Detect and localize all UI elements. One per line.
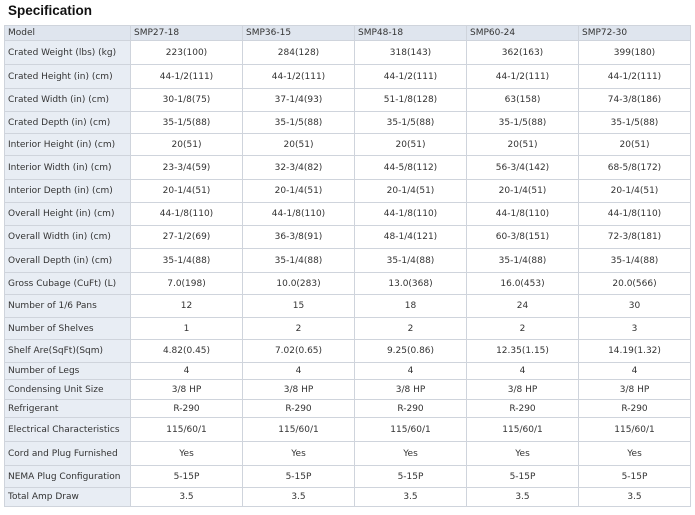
table-row (5, 273, 691, 295)
table-cell: 5-15P (355, 466, 467, 488)
table-cell: 44-1/2(111) (355, 65, 467, 89)
table-row (5, 363, 691, 380)
row-label: Gross Cubage (CuFt) (L) (5, 273, 131, 295)
table-cell: Yes (355, 442, 467, 466)
table-cell: 20-1/4(51) (579, 180, 691, 203)
row-label: Interior Width (in) (cm) (5, 156, 131, 180)
table-row (5, 180, 691, 203)
table-row (5, 380, 691, 400)
table-cell: R-290 (579, 400, 691, 418)
table-cell: 20.0(566) (579, 273, 691, 295)
table-row (5, 488, 691, 507)
column-header-model: Model (5, 26, 131, 41)
table-row (5, 156, 691, 180)
table-cell: 35-1/5(88) (467, 112, 579, 134)
table-cell: 44-1/8(110) (355, 203, 467, 226)
table-cell: 5-15P (579, 466, 691, 488)
table-cell: 318(143) (355, 41, 467, 65)
table-cell: 27-1/2(69) (131, 226, 243, 249)
table-cell: 16.0(453) (467, 273, 579, 295)
table-cell: 30-1/8(75) (131, 89, 243, 112)
column-header-smp60-24: SMP60-24 (467, 26, 579, 41)
table-cell: 48-1/4(121) (355, 226, 467, 249)
table-cell: 3.5 (467, 488, 579, 507)
table-cell: 5-15P (131, 466, 243, 488)
table-cell: 44-1/8(110) (243, 203, 355, 226)
table-cell: R-290 (355, 400, 467, 418)
table-cell: 44-1/8(110) (467, 203, 579, 226)
table-cell: 13.0(368) (355, 273, 467, 295)
table-cell: 44-1/2(111) (131, 65, 243, 89)
table-cell: 35-1/4(88) (579, 249, 691, 273)
column-header-smp27-18: SMP27-18 (131, 26, 243, 41)
table-cell: 5-15P (243, 466, 355, 488)
table-cell: 223(100) (131, 41, 243, 65)
table-row (5, 89, 691, 112)
table-cell: 20-1/4(51) (355, 180, 467, 203)
table-row (5, 249, 691, 273)
table-cell: 10.0(283) (243, 273, 355, 295)
row-label: Number of Legs (5, 363, 131, 380)
table-cell: 20(51) (579, 134, 691, 156)
table-cell: 60-3/8(151) (467, 226, 579, 249)
table-cell: Yes (467, 442, 579, 466)
table-cell: 3 (579, 318, 691, 340)
table-cell: 20(51) (243, 134, 355, 156)
table-cell: 4 (243, 363, 355, 380)
row-label: Cord and Plug Furnished (5, 442, 131, 466)
table-cell: 51-1/8(128) (355, 89, 467, 112)
table-cell: 63(158) (467, 89, 579, 112)
table-cell: 115/60/1 (467, 418, 579, 442)
table-cell: 1 (131, 318, 243, 340)
row-label: Condensing Unit Size (5, 380, 131, 400)
table-cell: 44-1/8(110) (131, 203, 243, 226)
table-cell: R-290 (467, 400, 579, 418)
table-cell: 24 (467, 295, 579, 318)
table-cell: 3/8 HP (355, 380, 467, 400)
row-label: Crated Height (in) (cm) (5, 65, 131, 89)
table-row (5, 203, 691, 226)
page-title: Specification (8, 3, 93, 18)
row-label: NEMA Plug Configuration (5, 466, 131, 488)
table-row (5, 318, 691, 340)
table-cell: 5-15P (467, 466, 579, 488)
table-cell: 12.35(1.15) (467, 340, 579, 363)
table-cell: 36-3/8(91) (243, 226, 355, 249)
table-cell: 3/8 HP (131, 380, 243, 400)
table-cell: 35-1/5(88) (131, 112, 243, 134)
table-cell: 44-1/2(111) (243, 65, 355, 89)
table-cell: 115/60/1 (579, 418, 691, 442)
table-row (5, 112, 691, 134)
row-label: Refrigerant (5, 400, 131, 418)
table-cell: 4 (467, 363, 579, 380)
table-cell: 18 (355, 295, 467, 318)
table-cell: 35-1/4(88) (355, 249, 467, 273)
row-label: Number of 1/6 Pans (5, 295, 131, 318)
row-label: Crated Weight (lbs) (kg) (5, 41, 131, 65)
table-cell: 35-1/4(88) (467, 249, 579, 273)
row-label: Overall Width (in) (cm) (5, 226, 131, 249)
table-cell: 44-5/8(112) (355, 156, 467, 180)
table-row (5, 295, 691, 318)
table-cell: 3.5 (131, 488, 243, 507)
table-cell: 72-3/8(181) (579, 226, 691, 249)
table-row (5, 41, 691, 65)
table-cell: 2 (467, 318, 579, 340)
row-label: Shelf Are(SqFt)(Sqm) (5, 340, 131, 363)
row-label: Crated Width (in) (cm) (5, 89, 131, 112)
table-cell: 23-3/4(59) (131, 156, 243, 180)
row-label: Overall Height (in) (cm) (5, 203, 131, 226)
table-cell: 399(180) (579, 41, 691, 65)
table-cell: 115/60/1 (355, 418, 467, 442)
table-row (5, 134, 691, 156)
row-label: Total Amp Draw (5, 488, 131, 507)
table-cell: 32-3/4(82) (243, 156, 355, 180)
table-cell: 74-3/8(186) (579, 89, 691, 112)
table-cell: 7.02(0.65) (243, 340, 355, 363)
table-cell: 44-1/2(111) (467, 65, 579, 89)
table-cell: 4.82(0.45) (131, 340, 243, 363)
table-cell: 14.19(1.32) (579, 340, 691, 363)
table-cell: R-290 (243, 400, 355, 418)
table-cell: 35-1/4(88) (243, 249, 355, 273)
table-cell: 20-1/4(51) (131, 180, 243, 203)
table-row (5, 65, 691, 89)
table-row (5, 400, 691, 418)
table-cell: 20(51) (131, 134, 243, 156)
table-cell: 37-1/4(93) (243, 89, 355, 112)
table-cell: 44-1/2(111) (579, 65, 691, 89)
table-cell: 4 (579, 363, 691, 380)
table-cell: Yes (243, 442, 355, 466)
table-cell: 20-1/4(51) (243, 180, 355, 203)
table-cell: 12 (131, 295, 243, 318)
table-cell: 362(163) (467, 41, 579, 65)
table-cell: 35-1/5(88) (243, 112, 355, 134)
table-cell: 3.5 (243, 488, 355, 507)
table-row (5, 466, 691, 488)
table-cell: 3/8 HP (243, 380, 355, 400)
row-label: Overall Depth (in) (cm) (5, 249, 131, 273)
table-cell: 4 (355, 363, 467, 380)
table-cell: 20-1/4(51) (467, 180, 579, 203)
row-label: Interior Depth (in) (cm) (5, 180, 131, 203)
table-header-row (5, 26, 691, 41)
table-cell: 35-1/5(88) (355, 112, 467, 134)
table-cell: 9.25(0.86) (355, 340, 467, 363)
table-cell: Yes (579, 442, 691, 466)
table-cell: 2 (355, 318, 467, 340)
table-cell: 56-3/4(142) (467, 156, 579, 180)
table-cell: 3/8 HP (579, 380, 691, 400)
table-cell: 284(128) (243, 41, 355, 65)
column-header-smp72-30: SMP72-30 (579, 26, 691, 41)
specification-table (4, 25, 691, 507)
table-row (5, 226, 691, 249)
table-cell: 20(51) (355, 134, 467, 156)
table-cell: 35-1/4(88) (131, 249, 243, 273)
table-cell: Yes (131, 442, 243, 466)
table-cell: 68-5/8(172) (579, 156, 691, 180)
table-cell: 3.5 (579, 488, 691, 507)
table-cell: 115/60/1 (131, 418, 243, 442)
row-label: Crated Depth (in) (cm) (5, 112, 131, 134)
table-cell: 15 (243, 295, 355, 318)
table-cell: 44-1/8(110) (579, 203, 691, 226)
table-cell: 20(51) (467, 134, 579, 156)
table-cell: 4 (131, 363, 243, 380)
row-label: Number of Shelves (5, 318, 131, 340)
row-label: Electrical Characteristics (5, 418, 131, 442)
table-cell: 115/60/1 (243, 418, 355, 442)
table-cell: R-290 (131, 400, 243, 418)
table-row (5, 340, 691, 363)
table-cell: 2 (243, 318, 355, 340)
table-row (5, 442, 691, 466)
column-header-smp48-18: SMP48-18 (355, 26, 467, 41)
table-body (5, 41, 691, 507)
table-cell: 30 (579, 295, 691, 318)
table-cell: 35-1/5(88) (579, 112, 691, 134)
row-label: Interior Height (in) (cm) (5, 134, 131, 156)
table-row (5, 418, 691, 442)
table-cell: 3.5 (355, 488, 467, 507)
column-header-smp36-15: SMP36-15 (243, 26, 355, 41)
table-cell: 3/8 HP (467, 380, 579, 400)
table-cell: 7.0(198) (131, 273, 243, 295)
